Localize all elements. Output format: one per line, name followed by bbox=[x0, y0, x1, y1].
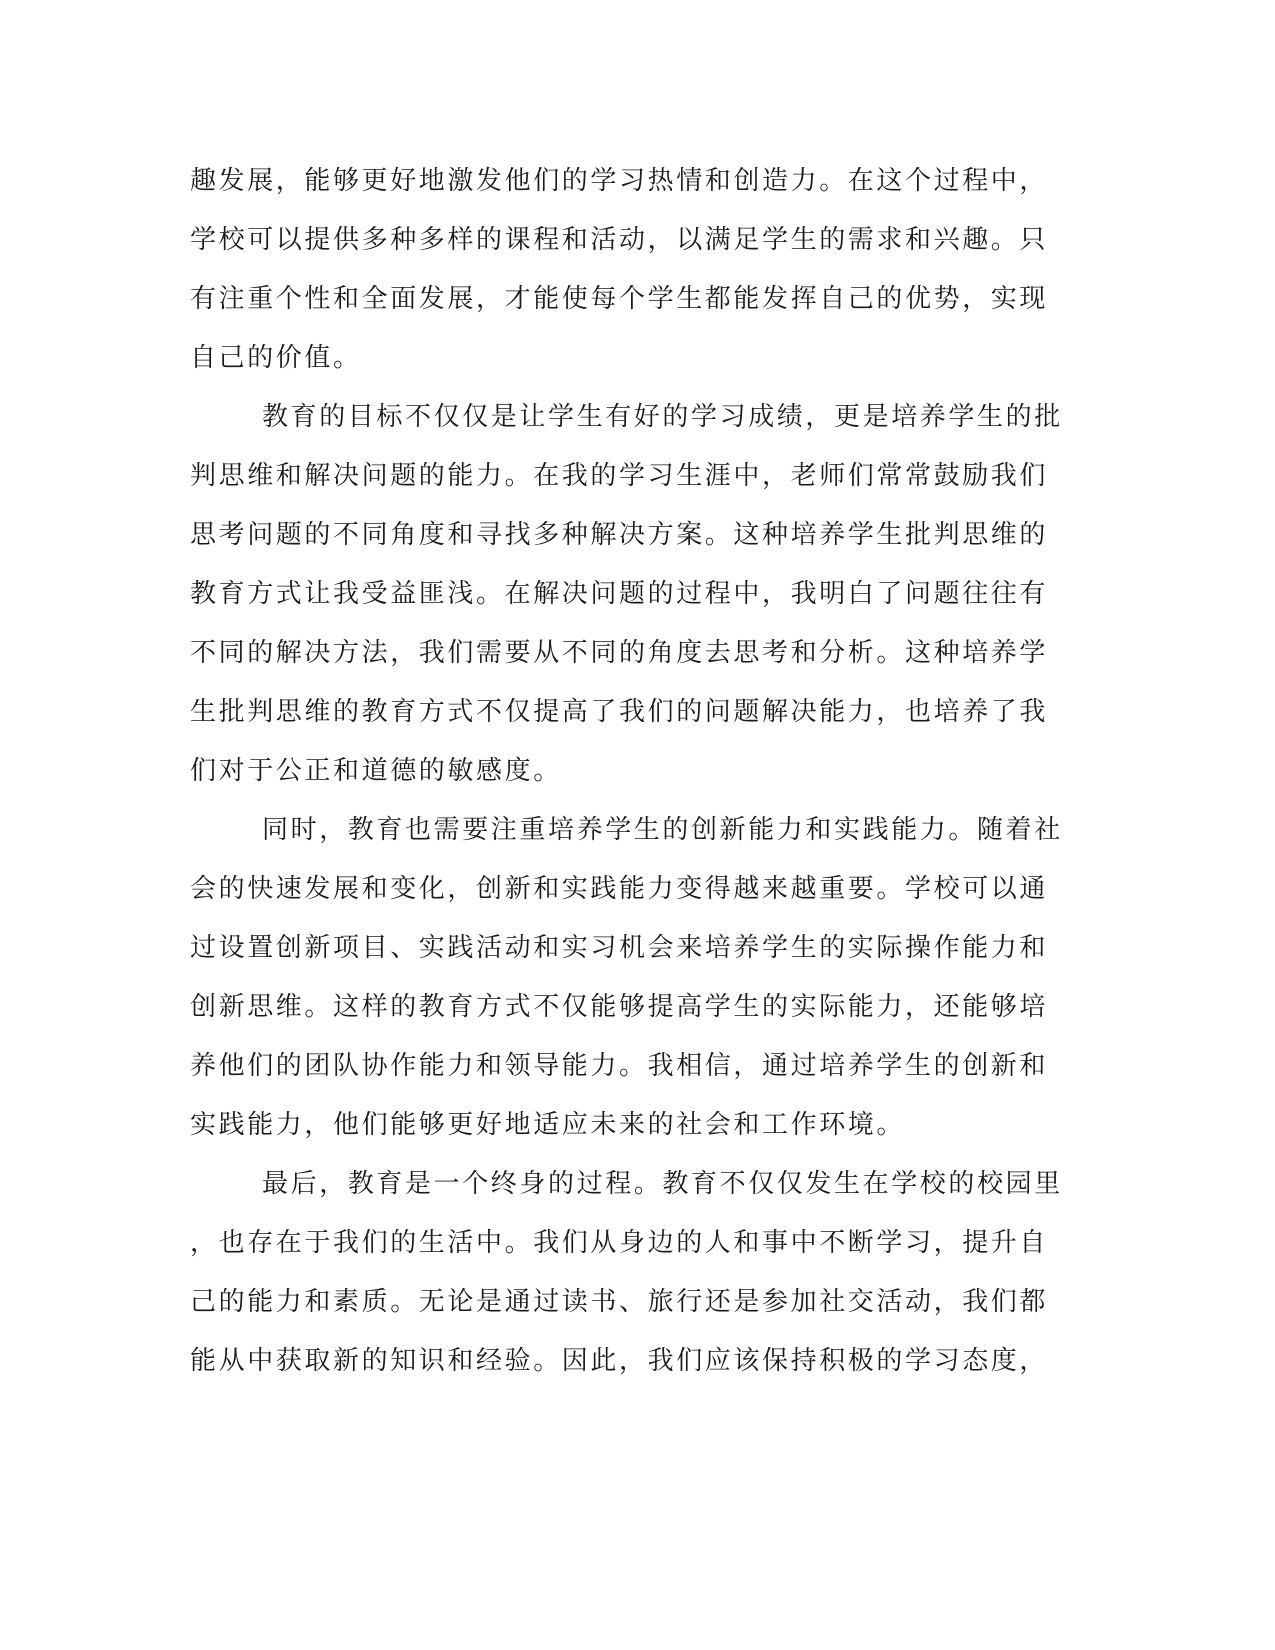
paragraph-first-line: 教育的目标不仅仅是让学生有好的学习成绩，更是培养学生的批 bbox=[262, 402, 1063, 432]
text-line: 趣发展，能够更好地激发他们的学习热情和创造力。在这个过程中， bbox=[190, 166, 1049, 196]
paragraph-first-line: 最后，教育是一个终身的过程。教育不仅仅发生在学校的校园里 bbox=[262, 1169, 1063, 1199]
text-line: 判思维和解决问题的能力。在我的学习生涯中，老师们常常鼓励我们 bbox=[190, 461, 1049, 491]
text-line: 实践能力，他们能够更好地适应未来的社会和工作环境。 bbox=[190, 1110, 906, 1140]
text-line: 思考问题的不同角度和寻找多种解决方案。这种培养学生批判思维的 bbox=[190, 520, 1049, 550]
text-line: 教育方式让我受益匪浅。在解决问题的过程中，我明白了问题往往有 bbox=[190, 579, 1049, 609]
text-line: 们对于公正和道德的敏感度。 bbox=[190, 756, 562, 786]
text-line: 己的能力和素质。无论是通过读书、旅行还是参加社交活动，我们都 bbox=[190, 1287, 1049, 1317]
text-line: 学校可以提供多种多样的课程和活动，以满足学生的需求和兴趣。只 bbox=[190, 225, 1049, 255]
text-line: 自己的价值。 bbox=[190, 343, 362, 373]
text-line: ，也存在于我们的生活中。我们从身边的人和事中不断学习，提升自 bbox=[190, 1228, 1049, 1258]
text-line: 过设置创新项目、实践活动和实习机会来培养学生的实际操作能力和 bbox=[190, 933, 1049, 963]
text-line: 有注重个性和全面发展，才能使每个学生都能发挥自己的优势，实现 bbox=[190, 284, 1049, 314]
text-line: 创新思维。这样的教育方式不仅能够提高学生的实际能力，还能够培 bbox=[190, 992, 1049, 1022]
text-line: 会的快速发展和变化，创新和实践能力变得越来越重要。学校可以通 bbox=[190, 874, 1049, 904]
paragraph-first-line: 同时，教育也需要注重培养学生的创新能力和实践能力。随着社 bbox=[262, 815, 1063, 845]
text-line: 生批判思维的教育方式不仅提高了我们的问题解决能力，也培养了我 bbox=[190, 697, 1049, 727]
text-line: 不同的解决方法，我们需要从不同的角度去思考和分析。这种培养学 bbox=[190, 638, 1049, 668]
text-line: 养他们的团队协作能力和领导能力。我相信，通过培养学生的创新和 bbox=[190, 1051, 1049, 1081]
text-line: 能从中获取新的知识和经验。因此，我们应该保持积极的学习态度， bbox=[190, 1346, 1049, 1376]
